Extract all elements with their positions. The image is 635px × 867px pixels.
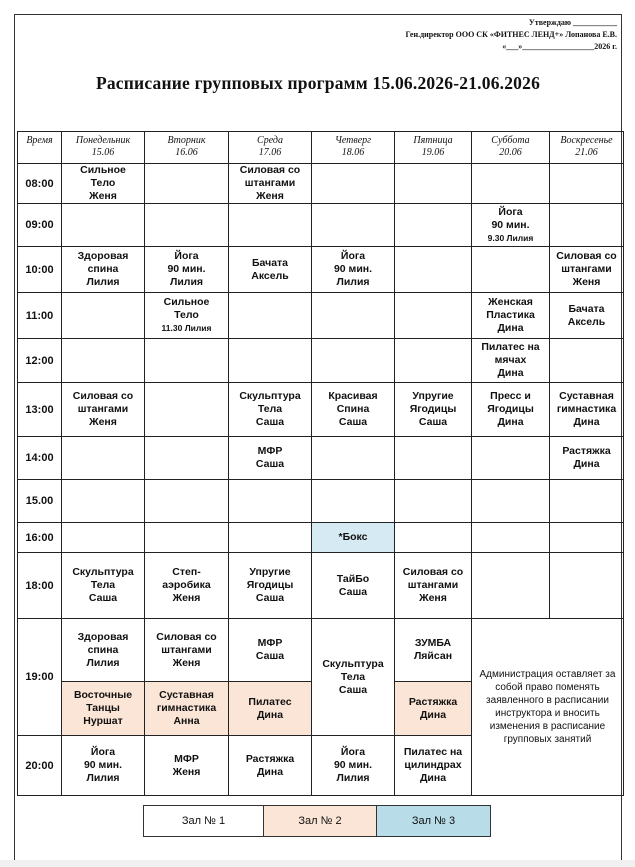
time-cell: 10:00 xyxy=(18,247,62,293)
time-cell: 16:00 xyxy=(18,523,62,553)
class-line: спина xyxy=(87,643,119,656)
empty-cell xyxy=(62,523,145,553)
class-cell xyxy=(472,339,550,383)
class-cell xyxy=(145,736,229,796)
class-line: Лилия xyxy=(86,772,120,784)
empty-cell xyxy=(395,293,472,339)
row-0900 xyxy=(18,204,624,247)
class-line: Восточные xyxy=(73,689,133,701)
schedule-page xyxy=(14,14,622,864)
class-line: Лилия xyxy=(336,276,370,288)
class-cell xyxy=(62,247,145,293)
class-cell xyxy=(472,383,550,437)
class-line: Женя xyxy=(172,765,201,778)
class-line: штангами xyxy=(407,579,459,591)
class-line: Красивая xyxy=(328,390,378,402)
approval-line-1: Утверждаю ___________ xyxy=(528,18,617,27)
class-cell xyxy=(62,553,145,619)
empty-cell xyxy=(62,437,145,480)
empty-cell xyxy=(550,553,624,619)
empty-cell xyxy=(62,293,145,339)
class-line: Бачата xyxy=(251,256,289,269)
class-cell xyxy=(312,523,395,553)
class-line: Суставная xyxy=(159,689,214,701)
time-cell: 19:00 xyxy=(18,619,62,736)
class-line: Ягодицы xyxy=(409,403,457,415)
empty-cell xyxy=(229,480,312,523)
empty-cell xyxy=(472,247,550,293)
empty-cell xyxy=(145,339,229,383)
class-line: Силовая со xyxy=(402,566,464,578)
empty-cell xyxy=(472,553,550,619)
empty-cell xyxy=(472,523,550,553)
header-day xyxy=(145,132,229,164)
class-line: Дина xyxy=(497,416,524,428)
class-cell xyxy=(62,383,145,437)
header-day xyxy=(395,132,472,164)
row-1500 xyxy=(18,480,624,523)
empty-cell xyxy=(312,480,395,523)
empty-cell xyxy=(62,480,145,523)
class-line: Анна xyxy=(173,715,200,727)
class-cell xyxy=(395,619,472,682)
class-cell xyxy=(229,619,312,682)
header-time: Время xyxy=(18,132,62,164)
class-line: Тела xyxy=(257,403,283,415)
empty-cell xyxy=(312,293,395,339)
class-cell xyxy=(62,736,145,796)
class-line: Силовая со xyxy=(156,630,217,643)
empty-cell xyxy=(550,339,624,383)
day-name: Пятница xyxy=(413,135,453,146)
class-cell xyxy=(229,736,312,796)
empty-cell xyxy=(145,523,229,553)
class-line: гимнастика xyxy=(556,403,617,415)
class-cell xyxy=(145,247,229,293)
class-line: Пилатес на xyxy=(481,341,540,353)
class-line: Суставная xyxy=(559,390,614,402)
class-cell xyxy=(312,383,395,437)
day-date: 15.06 xyxy=(91,147,115,158)
class-cell xyxy=(395,682,472,736)
class-cell xyxy=(145,619,229,682)
empty-cell xyxy=(395,204,472,247)
empty-cell xyxy=(395,164,472,204)
class-line: МФР xyxy=(257,445,283,457)
day-name: Воскресенье xyxy=(560,135,613,146)
row-1800 xyxy=(18,553,624,619)
class-line: Скульптура xyxy=(322,657,384,670)
class-line: Лилия xyxy=(336,772,370,784)
empty-cell xyxy=(395,523,472,553)
class-line: Сильное xyxy=(80,164,126,176)
schedule-table xyxy=(17,131,624,796)
class-cell xyxy=(312,247,395,293)
class-line: Здоровая xyxy=(77,250,129,262)
class-line: ЗУМБА xyxy=(414,637,452,649)
class-line: штангами xyxy=(244,177,296,189)
time-cell: 15.00 xyxy=(18,480,62,523)
time-cell: 14:00 xyxy=(18,437,62,480)
class-line: спина xyxy=(87,263,119,275)
class-line: ТайБо xyxy=(336,572,370,585)
class-line: 90 мин. xyxy=(167,263,206,275)
class-line: Пресс и xyxy=(490,390,531,402)
class-line: Пилатес на xyxy=(403,746,463,758)
class-cell xyxy=(145,553,229,619)
class-line: Сильное xyxy=(163,296,210,308)
class-line: Аксель xyxy=(251,269,289,282)
approval-line-2: Ген.директор ООО СК «ФИТНЕС ЛЕНД+» Лопанова Е.В. xyxy=(405,30,617,39)
time-cell: 08:00 xyxy=(18,164,62,204)
class-line: цилиндрах xyxy=(404,759,462,771)
row-1600 xyxy=(18,523,624,553)
day-name: Суббота xyxy=(491,135,530,146)
bottom-strip xyxy=(0,860,635,867)
empty-cell xyxy=(145,164,229,204)
empty-cell xyxy=(395,247,472,293)
row-1400 xyxy=(18,437,624,480)
empty-cell xyxy=(145,437,229,480)
class-line: *Бокс xyxy=(338,531,368,543)
approval-line-3: «___»__________________2026 г. xyxy=(502,42,617,51)
class-line: Женя xyxy=(572,276,601,288)
day-date: 17.06 xyxy=(258,147,282,158)
header-day xyxy=(62,132,145,164)
empty-cell xyxy=(550,480,624,523)
empty-cell xyxy=(312,164,395,204)
empty-cell xyxy=(229,293,312,339)
empty-cell xyxy=(550,164,624,204)
class-cell xyxy=(550,293,624,339)
row-0800 xyxy=(18,164,624,204)
empty-cell xyxy=(62,204,145,247)
header-day xyxy=(312,132,395,164)
class-cell xyxy=(229,437,312,480)
class-cell xyxy=(62,164,145,204)
class-line: Растяжка xyxy=(408,695,458,708)
class-cell xyxy=(395,383,472,437)
class-line: Женя xyxy=(419,592,447,604)
empty-cell xyxy=(550,523,624,553)
class-line: 90 мин. xyxy=(491,218,530,231)
class-line: Бачата xyxy=(568,302,605,315)
class-cell xyxy=(550,247,624,293)
class-cell xyxy=(145,682,229,736)
empty-cell xyxy=(145,480,229,523)
class-cell xyxy=(550,383,624,437)
class-line: Аксель xyxy=(567,315,606,328)
empty-cell xyxy=(472,437,550,480)
day-name: Вторник xyxy=(167,135,206,146)
class-line: Степ- xyxy=(172,566,201,578)
day-date: 19.06 xyxy=(421,147,445,158)
class-line: Женя xyxy=(89,190,117,202)
class-line: гимнастика xyxy=(156,702,217,714)
class-line: Йога xyxy=(90,746,116,758)
class-line: 90 мин. xyxy=(83,759,123,771)
class-cell xyxy=(472,204,550,247)
class-line: Дина xyxy=(497,322,524,334)
approval-block xyxy=(317,17,617,53)
class-cell xyxy=(229,383,312,437)
class-line: штангами xyxy=(161,643,212,656)
row-1100 xyxy=(18,293,624,339)
class-cell xyxy=(550,437,624,480)
empty-cell xyxy=(62,339,145,383)
class-cell xyxy=(312,619,395,736)
class-line: Йога xyxy=(498,205,523,218)
class-cell xyxy=(62,682,145,736)
empty-cell xyxy=(312,339,395,383)
class-line: Лилия xyxy=(86,656,120,669)
class-line: Саша xyxy=(255,592,285,604)
class-line: штангами xyxy=(561,263,612,275)
class-line: Саша xyxy=(338,585,368,598)
class-line: Пилатес xyxy=(248,695,292,708)
row-1200 xyxy=(18,339,624,383)
class-line: Тело xyxy=(174,309,199,321)
day-name: Четверг xyxy=(334,135,372,146)
empty-cell xyxy=(312,204,395,247)
day-name: Среда xyxy=(257,135,283,146)
class-cell xyxy=(229,682,312,736)
class-line: Силовая со xyxy=(72,390,134,402)
class-line: штангами xyxy=(77,403,129,415)
class-line: Спина xyxy=(336,403,370,415)
class-line: Саша xyxy=(255,416,285,428)
class-line: Тело xyxy=(90,177,116,189)
class-line: Дина xyxy=(419,772,447,784)
class-cell xyxy=(312,736,395,796)
class-line: Тела xyxy=(90,579,116,591)
class-cell xyxy=(229,164,312,204)
class-line: аэробика xyxy=(162,579,211,591)
class-cell xyxy=(395,736,472,796)
class-cell xyxy=(229,553,312,619)
empty-cell xyxy=(312,437,395,480)
empty-cell xyxy=(550,204,624,247)
class-line: Ягодицы xyxy=(246,579,294,591)
empty-cell xyxy=(472,480,550,523)
class-line: Упругие xyxy=(249,566,291,578)
empty-cell xyxy=(472,164,550,204)
day-date: 21.06 xyxy=(575,147,598,158)
time-cell: 12:00 xyxy=(18,339,62,383)
header-row xyxy=(18,132,624,164)
class-line: Ягодицы xyxy=(487,403,534,415)
class-line: Дина xyxy=(573,458,600,470)
class-line: Женя xyxy=(172,656,201,669)
empty-cell xyxy=(229,339,312,383)
header-day xyxy=(229,132,312,164)
time-cell: 11:00 xyxy=(18,293,62,339)
class-line: Женская xyxy=(488,296,533,308)
class-line: 9.30 Лилия xyxy=(487,232,534,243)
class-line: Дина xyxy=(256,765,284,778)
class-line: Растяжка xyxy=(245,752,295,765)
day-date: 18.06 xyxy=(341,147,365,158)
page-title: Расписание групповых программ 15.06.2026-21.06.2026 xyxy=(95,73,541,93)
class-line: Йога xyxy=(174,250,199,262)
class-line: Танцы xyxy=(86,702,120,714)
class-line: Пластика xyxy=(486,309,535,321)
class-line: Дина xyxy=(573,416,600,428)
empty-cell xyxy=(229,204,312,247)
class-line: 11.30 Лилия xyxy=(161,323,212,333)
time-cell: 20:00 xyxy=(18,736,62,796)
class-line: Растяжка xyxy=(562,445,611,457)
class-line: мячах xyxy=(494,354,527,366)
class-line: Дина xyxy=(497,367,524,379)
class-line: Скульптура xyxy=(72,566,134,578)
class-line: Дина xyxy=(419,708,447,721)
class-cell xyxy=(472,293,550,339)
row-1000 xyxy=(18,247,624,293)
class-line: Лилия xyxy=(169,276,204,288)
class-cell xyxy=(229,247,312,293)
day-date: 16.06 xyxy=(175,147,198,158)
class-cell xyxy=(145,293,229,339)
class-line: Йога xyxy=(340,250,366,262)
class-line: Саша xyxy=(418,416,448,428)
class-line: Силовая со xyxy=(556,250,617,262)
empty-cell xyxy=(229,523,312,553)
class-line: Саша xyxy=(255,650,285,662)
row-1900-top xyxy=(18,619,624,682)
class-line: Здоровая xyxy=(77,630,129,643)
row-1300 xyxy=(18,383,624,437)
class-line: Саша xyxy=(88,592,118,604)
day-date: 20.06 xyxy=(499,147,522,158)
legend-hall-2: Зал № 2 xyxy=(264,806,377,836)
class-line: 90 мин. xyxy=(333,759,373,771)
class-line: Лилия xyxy=(86,276,120,288)
class-line: МФР xyxy=(174,752,199,765)
empty-cell xyxy=(395,339,472,383)
admin-note: Администрация оставляет за собой право поменять заявленного в расписании инструктора и вносить изменения в расписание групповых занятий xyxy=(472,619,624,796)
class-line: Упругие xyxy=(412,390,454,402)
header-day xyxy=(472,132,550,164)
class-line: Саша xyxy=(338,416,368,428)
class-line: Женя xyxy=(256,190,284,202)
time-cell: 18:00 xyxy=(18,553,62,619)
class-line: Дина xyxy=(256,708,284,721)
class-line: Силовая со xyxy=(239,164,301,176)
class-line: Ляйсан xyxy=(413,650,453,662)
empty-cell xyxy=(395,437,472,480)
empty-cell xyxy=(145,204,229,247)
legend-hall-1: Зал № 1 xyxy=(144,806,264,836)
empty-cell xyxy=(395,480,472,523)
time-cell: 13:00 xyxy=(18,383,62,437)
class-line: Тела xyxy=(340,670,366,683)
class-line: Женя xyxy=(89,416,117,428)
class-line: Саша xyxy=(255,458,285,470)
class-cell xyxy=(62,619,145,682)
class-cell xyxy=(312,553,395,619)
day-name: Понедельник xyxy=(75,135,131,146)
hall-legend xyxy=(143,805,491,837)
empty-cell xyxy=(145,383,229,437)
class-line: Йога xyxy=(340,746,366,758)
class-line: 90 мин. xyxy=(333,263,373,275)
legend-hall-3: Зал № 3 xyxy=(377,806,490,836)
class-line: Нуршат xyxy=(83,715,123,727)
class-line: Скульптура xyxy=(239,390,301,402)
class-cell xyxy=(395,553,472,619)
class-line: МФР xyxy=(257,637,283,649)
class-line: Саша xyxy=(338,683,368,696)
class-line: Женя xyxy=(172,592,201,604)
header-day xyxy=(550,132,624,164)
time-cell: 09:00 xyxy=(18,204,62,247)
